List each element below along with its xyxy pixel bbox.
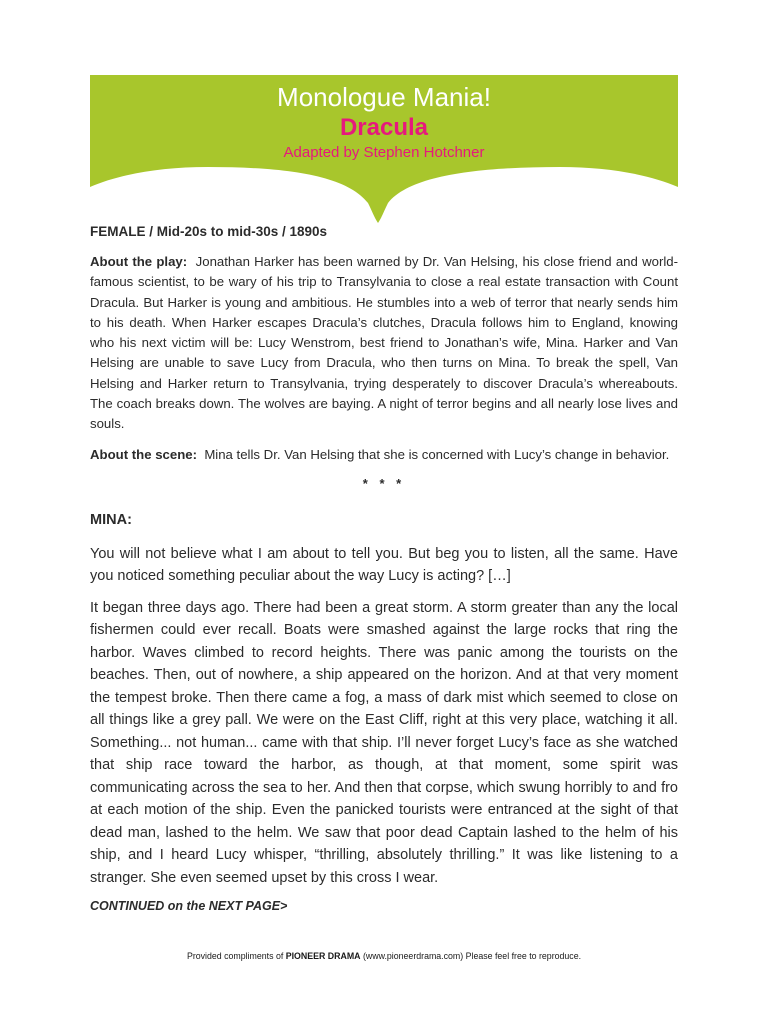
footer-url: (www.pioneerdrama.com) Please feel free to reproduce. — [360, 951, 582, 961]
about-scene-paragraph — [90, 445, 678, 465]
play-title: Dracula — [339, 114, 429, 141]
speaker-name: MINA — [90, 511, 128, 528]
footer-prefix: Provided compliments of — [186, 951, 286, 961]
about-scene-text: Mina tells Dr. Van Helsing that she is concerned with Lucy’s change in behavior. — [204, 446, 670, 462]
about-play-paragraph — [90, 252, 678, 435]
about-play-label: About the play: — [90, 254, 188, 269]
about-scene-label: About the scene: — [90, 446, 197, 462]
title-banner — [90, 75, 678, 225]
footer-company: PIONEER DRAMA — [285, 951, 361, 961]
speaker-heading — [90, 509, 678, 531]
monologue-paragraph: You will not believe what I am about to tell you. But beg you to listen, all the same. Have you noticed something peculiar about the way Lucy is acting? […] — [90, 545, 678, 585]
footer — [0, 950, 768, 962]
speaker-colon: : — [127, 511, 132, 528]
monologue-paragraph: It began three days ago. There had been a great storm. A storm greater than any the local fishermen could ever recall. Boats were smashed against the large rocks that ring the harbor. Waves climbed to record heights. There was panic among the tourists on the beaches. Then, out of nowhere, a ship appeared on the horizon. And at that very moment the tempest broke. Then there came a fog, a mass of dark mist which seemed to close on all things like a grey pall. We were on the East Cliff, right at this very place, watching it all. Something... not human... came with that ship. I’ll never forget Lucy’s face as she watched that ship race toward the harbor, as though, at that moment, some spirit was communicating across the sea to her. And then that corpse, which swung horribly to and fro at each motion of the ship. Even the panicked tourists were entranced at the sight of that dead man, lashed to the helm. We saw that poor dead Captain lashed to the helm of his ship, and I heard Lucy whisper, “thrilling, absolutely thrilling.” It was like listening to a stranger. She even seemed upset by this cross I wear. — [90, 599, 678, 886]
section-divider: * * * — [362, 475, 406, 491]
banner-title: Monologue Mania! — [277, 82, 491, 112]
document-body — [90, 222, 678, 914]
adapted-by: Adapted by Stephen Hotchner — [283, 144, 485, 161]
continued-note: CONTINUED on the NEXT PAGE> — [90, 899, 288, 914]
about-play-text: Jonathan Harker has been warned by Dr. Van Helsing, his close friend and world-famous scientist, to be wary of his trip to Transylvania to close a real estate transaction with Count Dracula. But Harker is young and ambitious. He stumbles into a web of terror that nearly sends him to his death. When Harker escapes Dracula’s clutches, Dracula follows him to England, knowing who his next victim will be: Lucy Wenstrom, best friend to Jonathan’s wife, Mina. Harker and Van Helsing are unable to save Lucy from Dracula, who then turns on Mina. To break the spell, Van Helsing and Harker return to Transylvania, trying desperately to discover Dracula’s whereabouts. The coach breaks down. The wolves are baying. A night of terror begins and all nearly lose lives and souls. — [90, 254, 678, 432]
cast-line: FEMALE / Mid-20s to mid-30s / 1890s — [90, 224, 328, 239]
